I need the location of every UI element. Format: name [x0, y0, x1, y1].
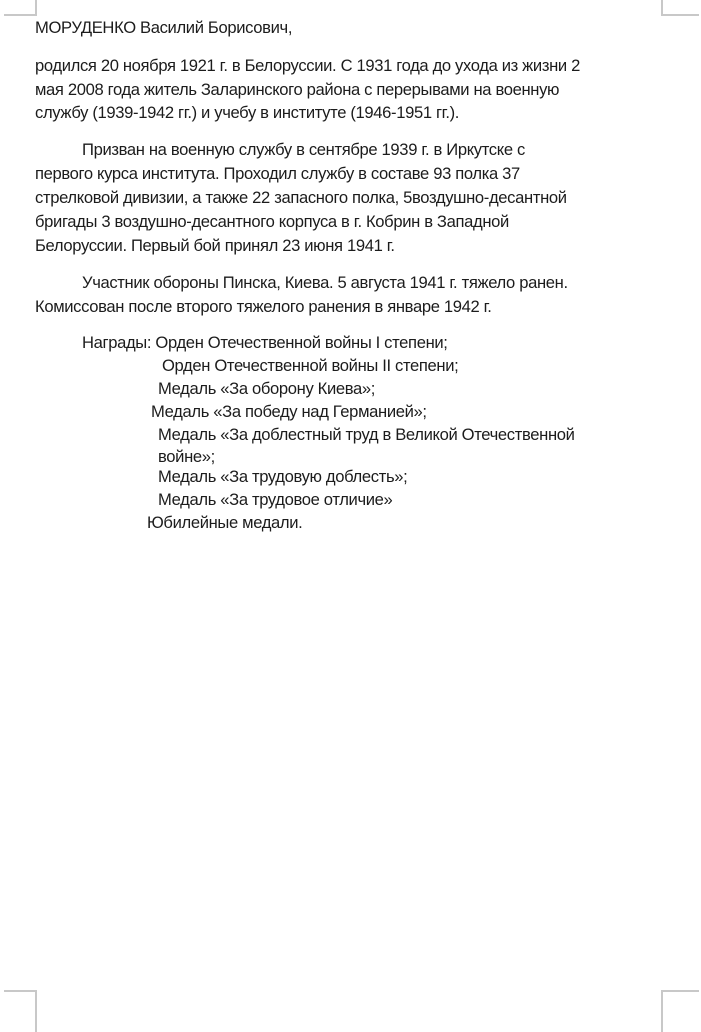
crop-mark-top-left	[4, 0, 37, 16]
awards-label	[82, 331, 448, 355]
awards-label-text: Награды:	[82, 333, 152, 352]
award-item: Медаль «За трудовую доблесть»;	[158, 467, 408, 486]
paragraph-line: стрелковой дивизии, а также 22 запасного полка, 5воздушно-десантной	[35, 188, 567, 207]
award-item: Медаль «За трудовое отличие»	[158, 490, 393, 509]
award-item-continuation: войне»;	[158, 447, 215, 466]
paragraph-line: Призван на военную службу в сентябре 1939 г. в Иркутске с	[82, 140, 525, 159]
award-item: Медаль «За оборону Киева»;	[158, 379, 376, 398]
award-item: Юбилейные медали.	[147, 513, 303, 532]
paragraph-line: мая 2008 года житель Заларинского района с перерывами на военную	[35, 80, 560, 99]
paragraph-line: Участник обороны Пинска, Киева. 5 августа 1941 г. тяжело ранен.	[82, 273, 568, 292]
award-item: Орден Отечественной войны II степени;	[162, 356, 459, 375]
paragraph-line: первого курса института. Проходил службу в составе 93 полка 37	[35, 164, 520, 183]
crop-mark-bottom-right	[661, 990, 699, 1032]
crop-mark-bottom-left	[4, 990, 37, 1032]
paragraph-line: Белоруссии. Первый бой принял 23 июня 1941 г.	[35, 236, 395, 255]
paragraph-line: родился 20 ноября 1921 г. в Белоруссии. С 1931 года до ухода из жизни 2	[35, 56, 580, 75]
award-item: Медаль «За доблестный труд в Великой Отечественной	[158, 425, 575, 444]
paragraph-line: бригады 3 воздушно-десантного корпуса в г. Кобрин в Западной	[35, 212, 509, 231]
award-item: Медаль «За победу над Германией»;	[151, 402, 427, 421]
paragraph-line: службу (1939-1942 гг.) и учебу в институте (1946-1951 гг.).	[35, 103, 460, 122]
document-title: МОРУДЕНКО Василий Борисович,	[35, 18, 293, 37]
paragraph-line: Комиссован после второго тяжелого ранения в январе 1942 г.	[35, 297, 492, 316]
award-item: Орден Отечественной войны I степени;	[155, 333, 448, 352]
crop-mark-top-right	[661, 0, 699, 16]
